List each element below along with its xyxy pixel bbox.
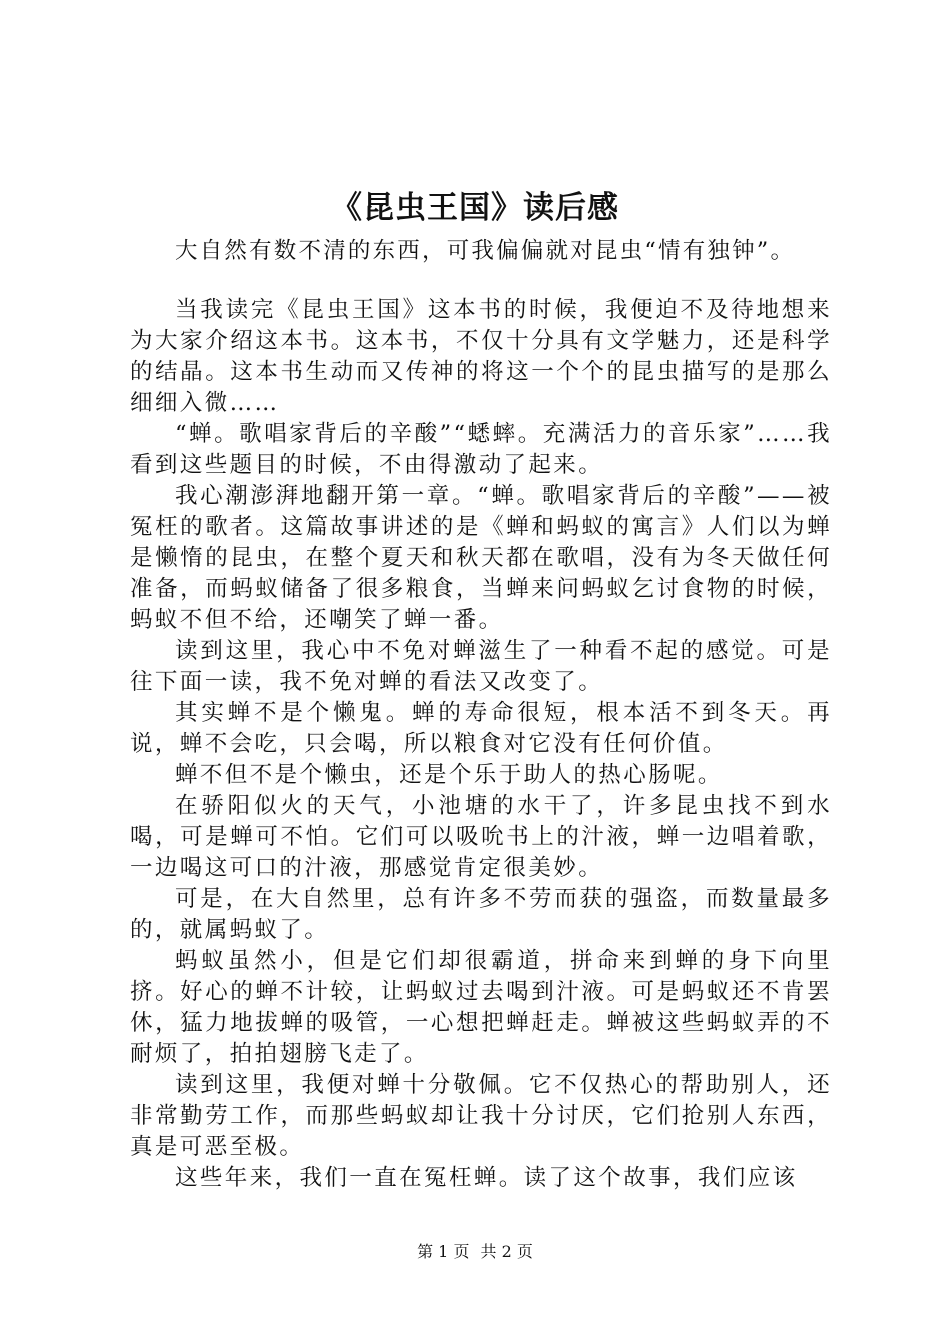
page-number: 第 1 页 xyxy=(417,1242,470,1261)
paragraph: 我心潮澎湃地翻开第一章。“蝉。歌唱家背后的辛酸”——被冤枉的歌者。这篇故事讲述的是《蝉和蚂蚁的寓言》人们以为蝉是懒惰的昆虫，在整个夏天和秋天都在歌唱，没有为冬天做任何准备，而蚂蚁储备了很多粮食，当蝉来问蚂蚁乞讨食物的时候，蚂蚁不但不给，还嘲笑了蝉一番。 xyxy=(130,483,832,633)
paragraph: 读到这里，我便对蝉十分敬佩。它不仅热心的帮助别人，还非常勤劳工作，而那些蚂蚁却让我十分讨厌，它们抢别人东西，真是可恶至极。 xyxy=(130,1072,832,1160)
paragraph: 在骄阳似火的天气，小池塘的水干了，许多昆虫找不到水喝，可是蝉可不怕。它们可以吸吮书上的汁液，蝉一边唱着歌，一边喝这可口的汁液，那感觉肯定很美妙。 xyxy=(130,793,832,881)
paragraph: 读到这里，我心中不免对蝉滋生了一种看不起的感觉。可是往下面一读，我不免对蝉的看法又改变了。 xyxy=(130,638,832,695)
document-body xyxy=(130,236,832,1194)
paragraph: 蝉不但不是个懒虫，还是个乐于助人的热心肠呢。 xyxy=(175,762,723,788)
paragraph: 这些年来，我们一直在冤枉蝉。读了这个故事，我们应该 xyxy=(175,1165,798,1191)
paragraph: 大自然有数不清的东西，可我偏偏就对昆虫“情有独钟”。 xyxy=(175,238,796,264)
paragraph: 其实蝉不是个懒鬼。蝉的寿命很短，根本活不到冬天。再说，蝉不会吃，只会喝，所以粮食对它没有任何价值。 xyxy=(130,700,832,757)
page-footer xyxy=(0,1241,950,1263)
paragraph: 可是，在大自然里，总有许多不劳而获的强盗，而数量最多的，就属蚂蚁了。 xyxy=(130,886,832,943)
paragraph: 蚂蚁虽然小，但是它们却很霸道，拼命来到蝉的身下向里挤。好心的蝉不计较，让蚂蚁过去喝到汁液。可是蚂蚁还不肯罢休，猛力地拔蝉的吸管，一心想把蝉赶走。蝉被这些蚂蚁弄的不耐烦了，拍拍翅膀飞走了。 xyxy=(130,948,832,1067)
paragraph: “蝉。歌唱家背后的辛酸”“蟋蟀。充满活力的音乐家”……我看到这些题目的时候，不由得激动了起来。 xyxy=(130,421,832,478)
paragraph: 当我读完《昆虫王国》这本书的时候，我便迫不及待地想来为大家介绍这本书。这本书，不仅十分具有文学魅力，还是科学的结晶。这本书生动而又传神的将这一个个的昆虫描写的是那么细细入微…… xyxy=(130,297,832,416)
page-total: 共 2 页 xyxy=(480,1242,533,1261)
document-title: 《昆虫王国》读后感 xyxy=(331,190,619,226)
